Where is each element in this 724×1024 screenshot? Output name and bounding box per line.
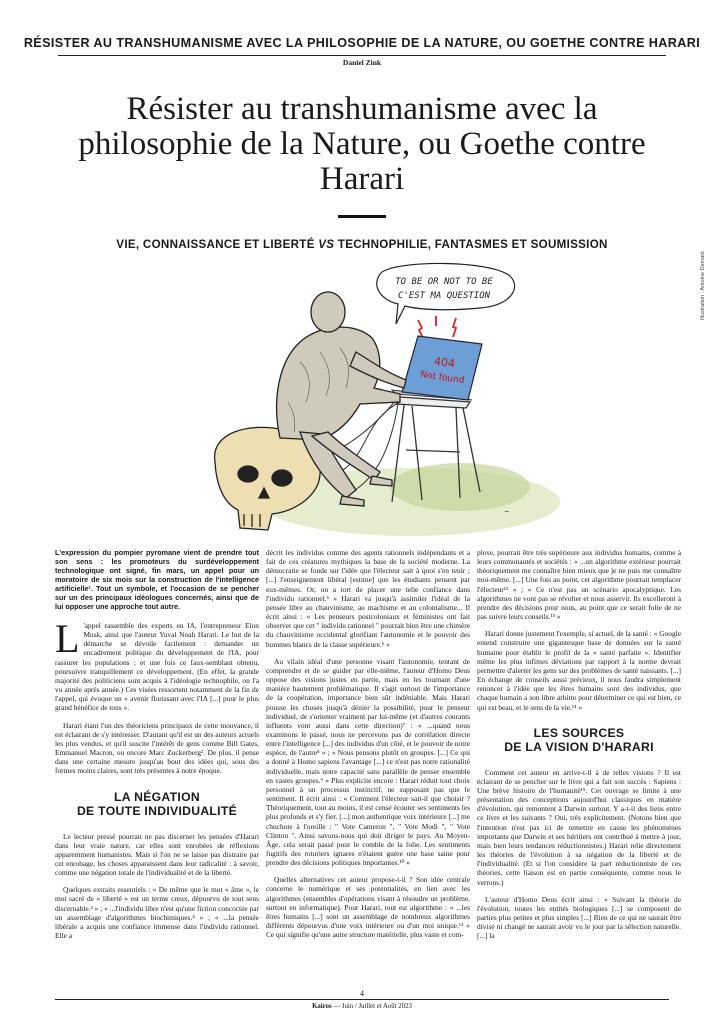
section-heading-1-line-1: LA NÉGATION — [114, 789, 200, 804]
paragraph-5: décrit les individus comme des agents rationnels indépendants et a fait de ces créatures mythiques la base de la société moderne. La démocratie se fonde sur l'idée que l'électeur sait à quoi s'en tenir ; [...] l'enseignement libéral [estime] que les étudiants pensent par eux-mêmes. Or, on a tort de placer une telle confiance dans l'individu rationnel.⁵ » Harari va jusqu'à assimiler l'idéal de la pensée libre au chauvinisme, au machisme et au colonialisme... Il écrit ainsi : « Les penseurs postcoloniaux et féministes ont fait observer que cet " individu rationnel " pourrait bien être une chimère du chauvinisme occidental glorifiant l'autonomie et le pouvoir des hommes blancs de la classe supérieure.⁶ » — [266, 548, 470, 649]
section-heading-1-line-2: DE TOUTE INDIVIDUALITÉ — [76, 803, 238, 818]
laptop-icon — [392, 336, 482, 400]
cartoon-illustration — [160, 262, 570, 542]
page-number-text: 4 — [356, 989, 368, 998]
paragraph-9: Harari donne justement l'exemple, si actuel, de la santé : « Google entend construire une gigantesque base de données sur la santé humaine pour établir le profil de la « santé parfaite ». Identifier même les plus infimes déviations par rapport à la norme devrait permettre d'alerter les gens sur des problèmes de santé naissants. [...] En échange de conseils aussi précieux, il nous faudra simplement renoncer à l'idée que les êtres humains sont des individus, que chaque humain a son libre arbitre pour déterminer ce qui est bien, ce qui est beau, et le sens de la vie.¹⁴ » — [477, 629, 681, 712]
laptop-screen-notfound: Not found — [419, 369, 465, 387]
text-column-2 — [266, 548, 470, 956]
subtitle-part-b: TECHNOPHILIE, FANTASMES ET SOUMISSION — [334, 238, 608, 251]
subtitle-part-a: VIE, CONNAISSANCE ET LIBERTÉ — [116, 238, 319, 251]
paragraph-7: Quelles alternatives cet auteur propose-t-il ? Son idée centrale concerne le numérique et ses potentialités, en lien avec les algorithmes (ensembles d'opérations visant à résoudre un problème, surtout en informatique). Pour Harari, tout est algorithme : « ...les êtres humains [...] sont un assemblage de nombreux algorithmes différents dépourvus d'une voix intérieure ou d'un moi unique.¹¹ » Ce qui signifie qu'une autre structure matérielle, plus vaste et com- — [266, 875, 470, 940]
paragraph-8: plexe, pourrait être très supérieure aux individus humains, comme à leurs communautés et sociétés : « ...un algorithme extérieur pourrait théoriquement me connaître bien mieux que je ne puis me connaître moi-même. [...] Une fois au point, cet algorithme pourrait remplacer l'électeur¹² » ; « Ce n'est pas un scénario apocalyptique. Les algorithmes ne vont pas se révolter et nous asservir. Ils excelleront à prendre des décisions pour nous, au point que ce serait folie de ne pas suivre leurs conseils.¹³ » — [477, 548, 681, 622]
page-kicker: RÉSISTER AU TRANSHUMANISME AVEC LA PHILOSOPHIE DE LA NATURE, OU GOETHE CONTRE HARARI — [23, 36, 701, 50]
paragraph-2: Harari étant l'un des théoriciens principaux de cette mouvance, il est éclairant de s'y intéresser. D'autant qu'il est un des auteurs actuels les plus vendus, et qu'il suscite l'intérêt de gens comme Bill Gates, Emmanuel Macron, ou encore Marc Zuckerberg². De plus, il pense dans une certaine mesure jusqu'au bout des idées qui, sous des formes moins claires, sont très présentes à notre époque. — [55, 720, 259, 776]
artist-signature: ~ — [504, 508, 510, 516]
alert-marks-icon — [418, 316, 456, 338]
laptop-screen-404: 404 — [433, 354, 456, 371]
paragraph-6: Au vilain idéal d'une personne visant l'autonomie, tentant de comprendre et de se guider par elle-même, l'auteur d'Homo Deus oppose des visions justes en partie, mais en les tournant d'une manière hautement problématique. Il s'agit surtout de l'importance de la coopération, importance bien sûr indéniable. Mais Harari pousse les choses jusqu'à dénier la possibilité, pour le penseur individuel, de s'orienter vraiment par lui-même (et d'autres courants influents vont aussi dans cette direction)⁷ : « ...quand nous examinons le passé, nous ne percevons pas de corrélation directe entre l'intelligence [...] des individus d'un côté, et le pouvoir de notre espèce, de l'autre⁸ » ; « Nous pensons plutôt en groupes. [...] Ce qui a donné à Homo sapiens l'avantage [...] ce n'est pas notre rationalité individuelle, mais notre capacité sans parallèle de penser ensemble en vastes groupes.⁹ » Plus explicite encore : Harari réduit tout choix personnel à un processus instinctif, ne supposant pas que le sentiment. Il écrit ainsi : « Comment l'électeur sait-il que choisir ? Théoriquement, tout au moins, il est censé écouter ses sentiments les plus profonds et s'y fier. [...] mon authentique voix intérieure [...] me chuchote à l'oreille : " Vote Cameron ", " Vote Modi ", " Vote Clinton ". Ainsi savons-nous qui doit diriger le pays. Au Moyen-Âge, cela serait passé pour le comble de la folie. Les sentiments fugitifs des roturiers ignares n'étaient guère une base saine pour prendre des décisions politiques importantes.¹⁰ » — [266, 656, 470, 868]
section-heading-2-line-2: DE LA VISION D'HARARI — [504, 739, 654, 754]
section-heading-2-line-1: LES SOURCES — [533, 725, 625, 740]
paragraph-1 — [55, 616, 259, 713]
speech-text-2: C'EST MA QUESTION — [397, 291, 491, 301]
title-divider — [338, 215, 386, 218]
kicker-divider — [58, 55, 666, 56]
section-heading-1 — [55, 790, 259, 818]
page-number — [0, 989, 724, 998]
text-column-1 — [55, 548, 259, 956]
section-heading-2 — [477, 726, 681, 754]
paragraph-11: L'auteur d'Homo Deus écrit ainsi : « Suivant la théorie de l'évolution, toutes les entités biologiques [...] se composent de parties plus petites et plus simples [...] Rien de ce qui ne saurait être divisé ni changé ne saurait avoir vu le jour par la sélection naturelle. [...] la — [477, 894, 681, 941]
text-column-3 — [477, 548, 681, 956]
speech-text-1: TO BE OR NOT TO BE — [395, 277, 493, 287]
subtitle-vs: VS — [318, 238, 335, 251]
publication-issue: — Juin / Juillet et Août 2023 — [331, 1003, 412, 1010]
paragraph-4: Quelques extraits essentiels : « De même que le mot « âme », le mot sacré de « liberté » est un terme creux, dépourvu de tout sens discernable.³ » ; « ...l'individu libre n'est qu'une fiction concoctée par un assemblage d'algorithmes biochimiques.⁴ » ; « ...la pensée libérale a acquis une confiance immense dans l'individu rationnel. Elle a — [55, 885, 259, 941]
article-lead: L'expression du pompier pyromane vient de prendre tout son sens : les promoteurs du surdéveloppement technologique ont signé, fin mars, un appel pour un moratoire de six mois sur la construction de l'intelligence artificielle¹. Tout un symbole, et l'occasion de se pencher sur un des principaux idéologues concernés, ainsi que de lui opposer une approche tout autre. — [55, 548, 259, 611]
publication-name: Kairos — [312, 1003, 332, 1010]
footer-divider — [55, 999, 669, 1000]
illustration-credit: Illustration : Antoine Demant — [700, 251, 706, 320]
paragraph-10: Comment cet auteur en arrive-t-il à de telles visions ? Il est éclairant de se pencher sur le livre qui a fait son succès : Sapiens : Une brève histoire de l'humanité¹⁵. Cet ouvrage se limite à une présentation des conceptions aujourd'hui classiques en matière d'évolution, qui remontent à Darwin surtout. Y a-t-il des liens entre ce livre et les suivants ? Oui, très explicitement. (Notons bien que l'intention n'est pas ici de remettre en cause les phénomènes importants que Darwin et ses héritiers ont contribué à mettre à jour, mais bien leurs tendances réductionnistes.) Harari relie directement les théories de l'évolution à sa négation de la liberté et de l'individualité. (Et si l'on considère la part réductionniste de ces théories, cette liaison est en partie conséquente, comme nous le verrons.) — [477, 767, 681, 887]
paragraph-1-text: 'appel rassemble des experts en IA, l'entrepreneur Elon Musk, ainsi que l'auteur Yuval Noah Harari. Le but de la démarche se dévoile facilement : demander un encadrement politique du développement de l'IA, pour rassurer les populations ; et une fois ce faux-semblant obtenu, poursuivre tranquillement ce développement. (En effet, la grande majorité des politiciens sont acquis à l'idéologie technophile, on l'a vu année après année.) Ces visées ressortent notamment de la fin de l'appel, qui évoque un « avenir florissant avec l'IA [...] pour le plus grand bénéfice de tous ». — [55, 621, 259, 713]
paragraph-3: Le lecteur pressé pourrait ne pas discerner les pensées d'Harari dans leur vraie nature, car elles sont enrobées de réflexions apparemment humanistes. Mais si l'on ne se laisse pas distraire par cet enrobage, les choses apparaissent dans leur radicalité : à savoir, comme une négation totale de l'individualité et de la liberté. — [55, 831, 259, 878]
author-byline: Daniel Zink — [342, 58, 382, 67]
article-subtitle — [0, 238, 724, 251]
footer-publication — [0, 1003, 724, 1010]
drop-cap: L — [55, 616, 80, 661]
article-title: Résister au transhumanisme avec la philosophie de la Nature, ou Goethe contre Harari — [78, 91, 646, 197]
